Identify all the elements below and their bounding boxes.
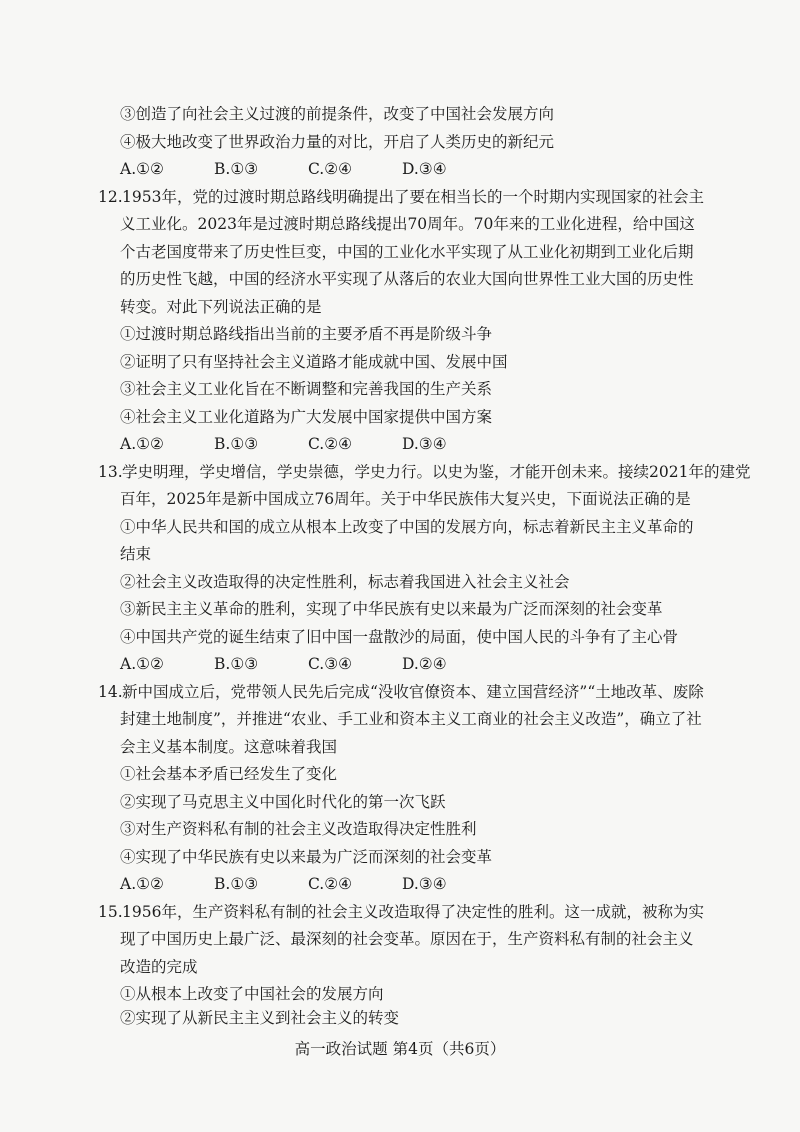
answer-choices bbox=[120, 433, 720, 455]
question-15-line bbox=[98, 901, 704, 923]
question-text: 1953年，党的过渡时期总路线明确提出了要在相当长的一个时期内实现国家的社会主 bbox=[122, 188, 704, 206]
choice-a: A.①② bbox=[120, 160, 164, 178]
page-footer: 高一政治试题 第4页（共6页） bbox=[294, 1040, 506, 1058]
option-line: ①中华人民共和国的成立从根本上改变了中国的发展方向，标志着新民主主义革命的 bbox=[120, 518, 694, 536]
question-text: 个古老国度带来了历史性巨变，中国的工业化水平实现了从工业化初期到工业化后期 bbox=[120, 243, 694, 261]
choice-c: C.②④ bbox=[308, 435, 353, 453]
option-line: ②实现了从新民主主义到社会主义的转变 bbox=[120, 1009, 400, 1027]
option-line: ④中国共产党的诞生结束了旧中国一盘散沙的局面，使中国人民的斗争有了主心骨 bbox=[120, 628, 679, 646]
choice-b: B.①③ bbox=[214, 435, 259, 453]
question-text: 封建土地制度”，并推进“农业、手工业和资本主义工商业的社会主义改造”，确立了社 bbox=[120, 710, 702, 728]
choice-b: B.①③ bbox=[214, 875, 259, 893]
option-line: ①从根本上改变了中国社会的发展方向 bbox=[120, 985, 384, 1003]
question-text: 1956年，生产资料私有制的社会主义改造取得了决定性的胜利。这一成就，被称为实 bbox=[122, 903, 704, 921]
option-line: ②证明了只有坚持社会主义道路才能成就中国、发展中国 bbox=[120, 353, 508, 371]
choice-a: A.①② bbox=[120, 655, 164, 673]
choice-c: C.③④ bbox=[308, 655, 353, 673]
question-text: 百年，2025年是新中国成立76周年。关于中华民族伟大复兴史，下面说法正确的是 bbox=[120, 490, 691, 508]
option-line: ④实现了中华民族有史以来最为广泛而深刻的社会变革 bbox=[120, 848, 493, 866]
choice-c: C.②④ bbox=[308, 160, 353, 178]
choice-b: B.①③ bbox=[214, 655, 259, 673]
question-text: 转变。对此下列说法正确的是 bbox=[120, 298, 322, 316]
choice-b: B.①③ bbox=[214, 160, 259, 178]
question-text: 现了中国历史上最广泛、最深刻的社会变革。原因在于，生产资料私有制的社会主义 bbox=[120, 930, 694, 948]
option-line: ①过渡时期总路线指出当前的主要矛盾不再是阶级斗争 bbox=[120, 325, 493, 343]
question-number: 12. bbox=[98, 188, 123, 206]
question-text: 的历史性飞越，中国的经济水平实现了从落后的农业大国向世界性工业大国的历史性 bbox=[120, 270, 694, 288]
question-number: 14. bbox=[98, 683, 123, 701]
answer-choices bbox=[120, 873, 720, 895]
choice-c: C.②④ bbox=[308, 875, 353, 893]
option-line: ①社会基本矛盾已经发生了变化 bbox=[120, 765, 338, 783]
option-line: ②实现了马克思主义中国化时代化的第一次飞跃 bbox=[120, 793, 446, 811]
question-text: 义工业化。2023年是过渡时期总路线提出70周年。70年来的工业化进程，给中国这 bbox=[120, 215, 695, 233]
option-line: ②社会主义改造取得的决定性胜利，标志着我国进入社会主义社会 bbox=[120, 573, 570, 591]
option-line: ③新民主主义革命的胜利，实现了中华民族有史以来最为广泛而深刻的社会变革 bbox=[120, 600, 663, 618]
option-line: 结束 bbox=[120, 545, 152, 563]
choice-a: A.①② bbox=[120, 435, 164, 453]
choice-d: D.③④ bbox=[402, 160, 447, 178]
choice-d: D.②④ bbox=[402, 655, 447, 673]
question-14-line bbox=[98, 681, 704, 703]
question-text: 改造的完成 bbox=[120, 958, 198, 976]
question-text: 新中国成立后，党带领人民先后完成“没收官僚资本、建立国营经济”“土地改革、废除 bbox=[122, 683, 704, 701]
question-number: 13. bbox=[98, 463, 123, 481]
question-13-line bbox=[98, 461, 751, 483]
choice-a: A.①② bbox=[120, 875, 164, 893]
choice-d: D.③④ bbox=[402, 435, 447, 453]
question-number: 15. bbox=[98, 903, 123, 921]
option-line: ④极大地改变了世界政治力量的对比，开启了人类历史的新纪元 bbox=[120, 133, 555, 151]
option-line: ④社会主义工业化道路为广大发展中国家提供中国方案 bbox=[120, 408, 493, 426]
answer-choices bbox=[120, 158, 720, 180]
answer-choices bbox=[120, 653, 720, 675]
option-line: ③社会主义工业化旨在不断调整和完善我国的生产关系 bbox=[120, 380, 493, 398]
question-12-line bbox=[98, 186, 704, 208]
option-line: ③创造了向社会主义过渡的前提条件，改变了中国社会发展方向 bbox=[120, 105, 555, 123]
option-line: ③对生产资料私有制的社会主义改造取得决定性胜利 bbox=[120, 820, 477, 838]
choice-d: D.③④ bbox=[402, 875, 447, 893]
question-text: 会主义基本制度。这意味着我国 bbox=[120, 738, 338, 756]
question-text: 学史明理，学史增信，学史崇德，学史力行。以史为鉴，才能开创未来。接续2021年的建党 bbox=[122, 463, 751, 481]
